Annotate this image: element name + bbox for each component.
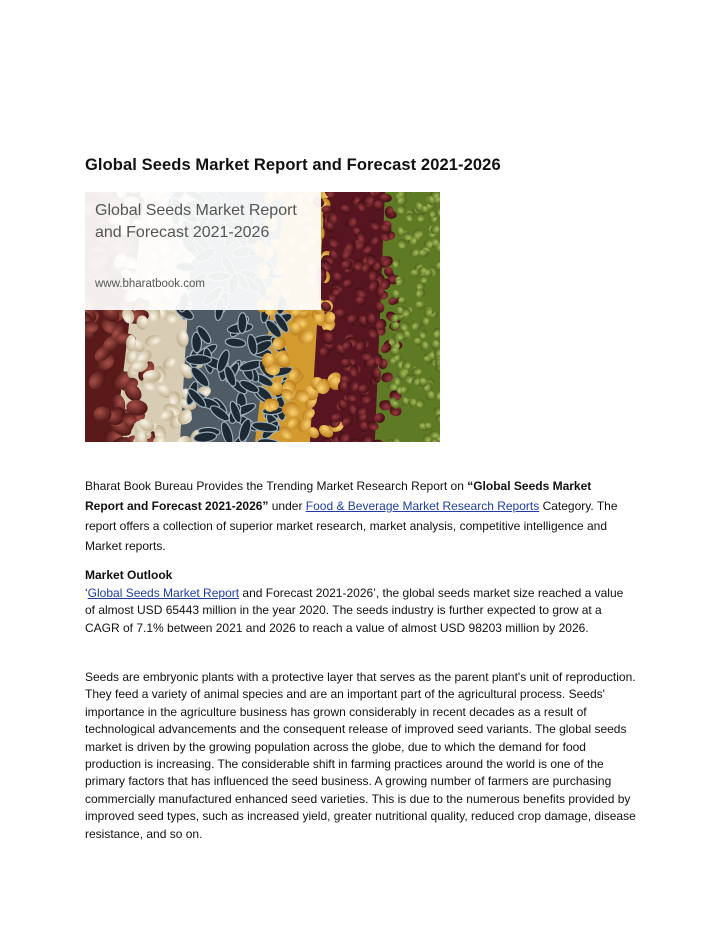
- intro-text-1: Bharat Book Bureau Provides the Trending Market Research Report on: [85, 479, 468, 493]
- outlook-text: and Forecast 2021-2026’, the global seeds market size reached a value of almost USD 65443 million in the year 2020. The seeds industry is further expected to grow at a CAGR of 7.1% between 2021 and 2026 to reach a value of almost USD 98203 million by 2026.: [85, 586, 624, 635]
- intro-paragraph: [85, 476, 630, 556]
- hero-image: [85, 192, 440, 442]
- market-outlook-heading: Market Outlook: [85, 568, 173, 582]
- market-outlook-paragraph: [85, 585, 635, 637]
- intro-report-title: “Global Seeds Market Report and Forecast 2021-2026”: [85, 479, 592, 513]
- intro-text-3: Category. The report offers a collection of superior market research, market analysis, competitive intelligence and Market reports.: [85, 499, 618, 553]
- hero-heading-line2: and Forecast 2021-2026: [95, 224, 270, 241]
- hero-caption-box: [85, 192, 321, 310]
- seeds-paragraph: Seeds are embryonic plants with a protective layer that serves as the parent plant's unit of reproduction. They feed a variety of animal species and are an important part of the agricultural process. Seeds' importance in the agriculture business has grown considerably in recent decades as a result of technological advancements and the consequent release of improved seed variants. The global seeds market is driven by the growing population across the globe, due to which the demand for food production is increasing. The considerable shift in farming practices around the world is one of the primary factors that has influenced the seed business. A growing number of farmers are purchasing commercially manufactured enhanced seed varieties. This is due to the numerous benefits provided by improved seed types, such as increased yield, greater nutritional quality, reduced crop damage, disease resistance, and so on.: [85, 670, 636, 841]
- report-link[interactable]: Global Seeds Market Report: [87, 586, 240, 600]
- outlook-open-quote: ‘: [85, 586, 88, 600]
- category-link[interactable]: Food & Beverage Market Research Reports: [305, 499, 540, 513]
- document-title: Global Seeds Market Report and Forecast 2021-2026: [85, 156, 501, 174]
- hero-heading-line1: Global Seeds Market Report: [95, 202, 297, 219]
- hero-url: www.bharatbook.com: [95, 278, 205, 290]
- hero-heading: [95, 200, 315, 244]
- intro-text-2: under: [268, 499, 306, 513]
